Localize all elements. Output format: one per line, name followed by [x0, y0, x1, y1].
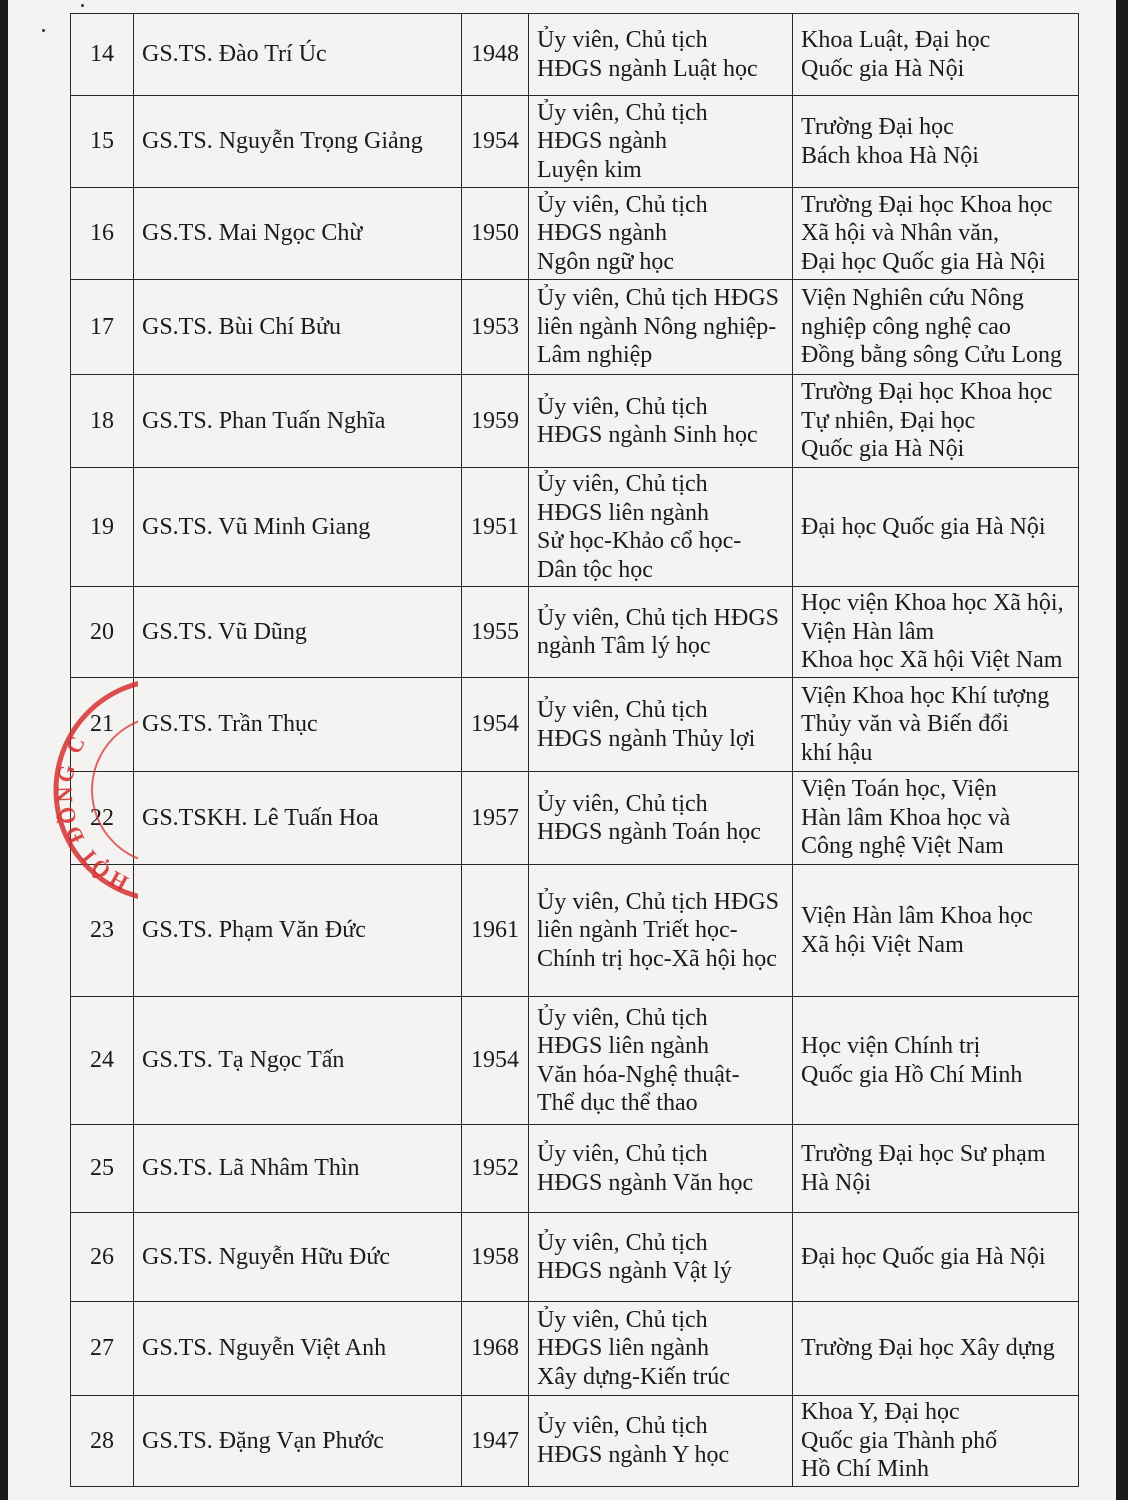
row-number: 16 [71, 188, 134, 280]
member-name: GS.TS. Vũ Dũng [134, 587, 462, 678]
table-row [71, 14, 1079, 96]
table-row [71, 280, 1079, 375]
table-row [71, 1396, 1079, 1487]
table-row [71, 1125, 1079, 1213]
member-name: GS.TS. Phạm Văn Đức [134, 865, 462, 997]
member-name: GS.TS. Đào Trí Úc [134, 14, 462, 96]
birth-year: 1957 [462, 772, 529, 865]
council-role: Ủy viên, Chủ tịch HĐGS ngành Ngôn ngữ học [529, 188, 793, 280]
council-role: Ủy viên, Chủ tịch HĐGS liên ngành Triết học- Chính trị học-Xã hội học [529, 865, 793, 997]
table-body [71, 14, 1079, 1487]
member-name: GS.TS. Đặng Vạn Phước [134, 1396, 462, 1487]
member-name: GS.TS. Vũ Minh Giang [134, 468, 462, 587]
organization: Viện Toán học, Viện Hàn lâm Khoa học và Công nghệ Việt Nam [793, 772, 1079, 865]
birth-year: 1947 [462, 1396, 529, 1487]
council-role: Ủy viên, Chủ tịch HĐGS liên ngành Văn hóa-Nghệ thuật- Thể dục thể thao [529, 997, 793, 1125]
seal-text: HỘI ĐỒNG C [51, 729, 133, 896]
row-number: 23 [71, 865, 134, 997]
council-role: Ủy viên, Chủ tịch HĐGS ngành Y học [529, 1396, 793, 1487]
row-number: 25 [71, 1125, 134, 1213]
council-role: Ủy viên, Chủ tịch HĐGS ngành Sinh học [529, 375, 793, 468]
council-role: Ủy viên, Chủ tịch HĐGS ngành Toán học [529, 772, 793, 865]
council-role: Ủy viên, Chủ tịch HĐGS ngành Luật học [529, 14, 793, 96]
council-role: Ủy viên, Chủ tịch HĐGS ngành Thủy lợi [529, 678, 793, 772]
scan-speck [81, 4, 84, 7]
table-row [71, 865, 1079, 997]
organization: Học viện Khoa học Xã hội, Viện Hàn lâm Khoa học Xã hội Việt Nam [793, 587, 1079, 678]
table-row [71, 997, 1079, 1125]
birth-year: 1951 [462, 468, 529, 587]
organization: Viện Nghiên cứu Nông nghiệp công nghệ cao Đồng bằng sông Cửu Long [793, 280, 1079, 375]
row-number: 24 [71, 997, 134, 1125]
organization: Trường Đại học Sư phạm Hà Nội [793, 1125, 1079, 1213]
organization: Viện Khoa học Khí tượng Thủy văn và Biến đổi khí hậu [793, 678, 1079, 772]
member-name: GS.TS. Nguyễn Hữu Đức [134, 1213, 462, 1302]
row-number: 27 [71, 1302, 134, 1396]
council-role: Ủy viên, Chủ tịch HĐGS ngành Luyện kim [529, 96, 793, 188]
table-row [71, 772, 1079, 865]
table-row [71, 375, 1079, 468]
organization: Đại học Quốc gia Hà Nội [793, 1213, 1079, 1302]
row-number: 19 [71, 468, 134, 587]
organization: Đại học Quốc gia Hà Nội [793, 468, 1079, 587]
organization: Trường Đại học Khoa học Tự nhiên, Đại học Quốc gia Hà Nội [793, 375, 1079, 468]
row-number: 15 [71, 96, 134, 188]
council-role: Ủy viên, Chủ tịch HĐGS liên ngành Sử học-Khảo cổ học- Dân tộc học [529, 468, 793, 587]
row-number: 22 [71, 772, 134, 865]
birth-year: 1953 [462, 280, 529, 375]
table-row [71, 1302, 1079, 1396]
birth-year: 1952 [462, 1125, 529, 1213]
birth-year: 1968 [462, 1302, 529, 1396]
organization: Khoa Luật, Đại học Quốc gia Hà Nội [793, 14, 1079, 96]
organization: Học viện Chính trị Quốc gia Hồ Chí Minh [793, 997, 1079, 1125]
table-row [71, 1213, 1079, 1302]
birth-year: 1959 [462, 375, 529, 468]
member-name: GS.TS. Phan Tuấn Nghĩa [134, 375, 462, 468]
birth-year: 1958 [462, 1213, 529, 1302]
scan-speck [42, 29, 45, 32]
birth-year: 1955 [462, 587, 529, 678]
member-name: GS.TS. Nguyễn Trọng Giảng [134, 96, 462, 188]
member-name: GS.TS. Mai Ngọc Chừ [134, 188, 462, 280]
table-row [71, 188, 1079, 280]
row-number: 20 [71, 587, 134, 678]
row-number: 28 [71, 1396, 134, 1487]
council-role: Ủy viên, Chủ tịch HĐGS ngành Tâm lý học [529, 587, 793, 678]
council-members-table [70, 13, 1079, 1487]
table-row [71, 587, 1079, 678]
row-number: 17 [71, 280, 134, 375]
document-page [8, 0, 1116, 1500]
row-number: 26 [71, 1213, 134, 1302]
council-role: Ủy viên, Chủ tịch HĐGS ngành Vật lý [529, 1213, 793, 1302]
member-name: GS.TSKH. Lê Tuấn Hoa [134, 772, 462, 865]
birth-year: 1954 [462, 96, 529, 188]
council-role: Ủy viên, Chủ tịch HĐGS liên ngành Nông nghiệp- Lâm nghiệp [529, 280, 793, 375]
table-row [71, 678, 1079, 772]
table-row [71, 96, 1079, 188]
birth-year: 1961 [462, 865, 529, 997]
organization: Khoa Y, Đại học Quốc gia Thành phố Hồ Chí Minh [793, 1396, 1079, 1487]
birth-year: 1950 [462, 188, 529, 280]
organization: Trường Đại học Bách khoa Hà Nội [793, 96, 1079, 188]
organization: Trường Đại học Khoa học Xã hội và Nhân văn, Đại học Quốc gia Hà Nội [793, 188, 1079, 280]
organization: Trường Đại học Xây dựng [793, 1302, 1079, 1396]
table-row [71, 468, 1079, 587]
birth-year: 1954 [462, 678, 529, 772]
council-role: Ủy viên, Chủ tịch HĐGS liên ngành Xây dựng-Kiến trúc [529, 1302, 793, 1396]
row-number: 18 [71, 375, 134, 468]
birth-year: 1954 [462, 997, 529, 1125]
member-name: GS.TS. Trần Thục [134, 678, 462, 772]
council-role: Ủy viên, Chủ tịch HĐGS ngành Văn học [529, 1125, 793, 1213]
member-name: GS.TS. Tạ Ngọc Tấn [134, 997, 462, 1125]
organization: Viện Hàn lâm Khoa học Xã hội Việt Nam [793, 865, 1079, 997]
row-number: 14 [71, 14, 134, 96]
member-name: GS.TS. Nguyễn Việt Anh [134, 1302, 462, 1396]
birth-year: 1948 [462, 14, 529, 96]
row-number: 21 [71, 678, 134, 772]
member-name: GS.TS. Lã Nhâm Thìn [134, 1125, 462, 1213]
member-name: GS.TS. Bùi Chí Bửu [134, 280, 462, 375]
